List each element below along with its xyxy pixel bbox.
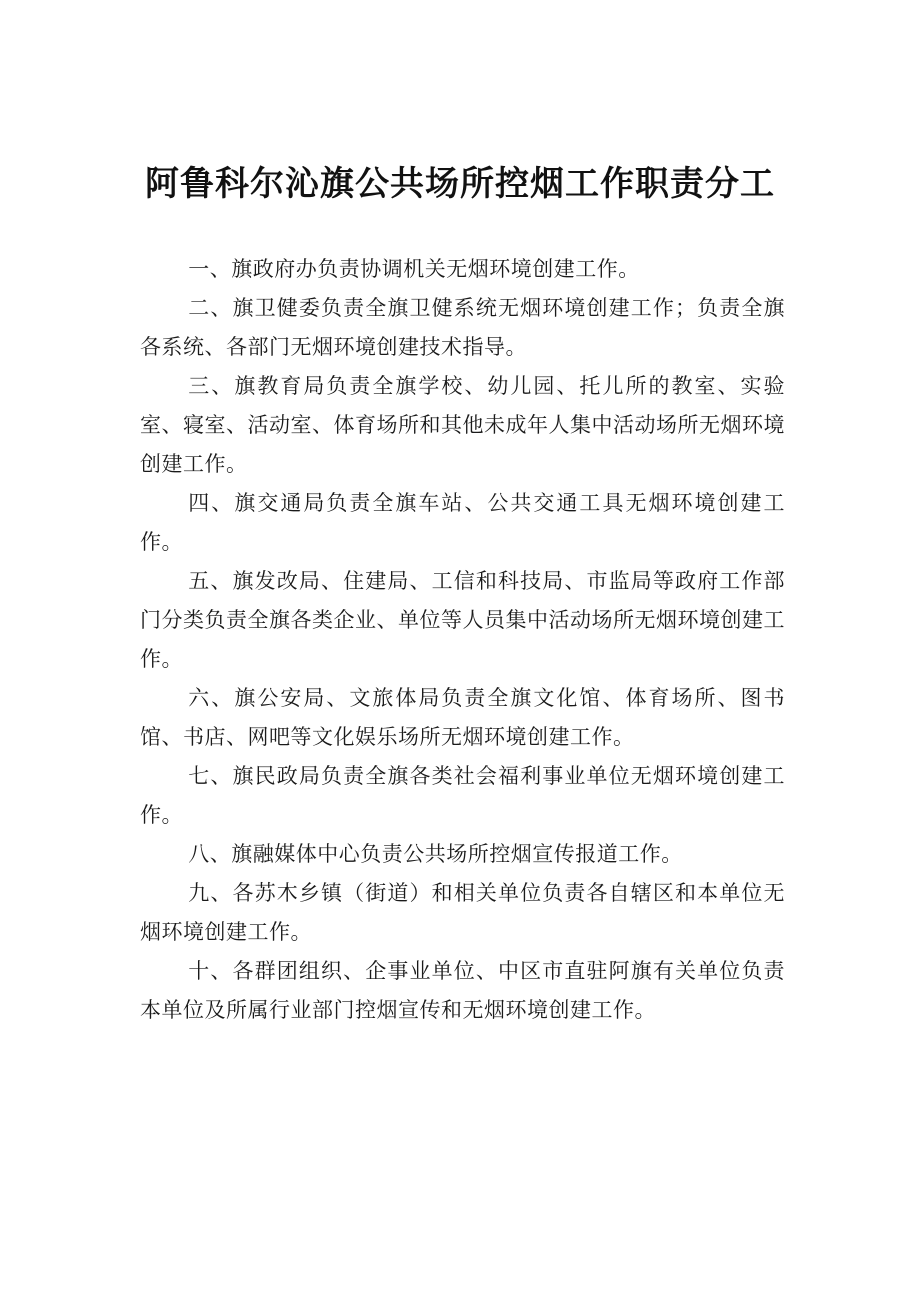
paragraph-9: 九、各苏木乡镇（街道）和相关单位负责各自辖区和本单位无烟环境创建工作。 bbox=[140, 881, 785, 944]
paragraph-1: 一、旗政府办负责协调机关无烟环境创建工作。 bbox=[188, 257, 640, 281]
document-title: 阿鲁科尔沁旗公共场所控烟工作职责分工 bbox=[145, 164, 775, 204]
paragraph-10: 十、各群团组织、企事业单位、中区市直驻阿旗有关单位负责本单位及所属行业部门控烟宣传和无烟环境创建工作。 bbox=[140, 959, 785, 1022]
paragraph-7: 七、旗民政局负责全旗各类社会福利事业单位无烟环境创建工作。 bbox=[140, 764, 785, 827]
paragraph-3: 三、旗教育局负责全旗学校、幼儿园、托儿所的教室、实验室、寝室、活动室、体育场所和其他未成年人集中活动场所无烟环境创建工作。 bbox=[140, 374, 785, 476]
paragraph-2: 二、旗卫健委负责全旗卫健系统无烟环境创建工作；负责全旗各系统、各部门无烟环境创建技术指导。 bbox=[140, 296, 785, 359]
paragraph-6: 六、旗公安局、文旅体局负责全旗文化馆、体育场所、图书馆、书店、网吧等文化娱乐场所无烟环境创建工作。 bbox=[140, 686, 785, 749]
paragraph-4: 四、旗交通局负责全旗车站、公共交通工具无烟环境创建工作。 bbox=[140, 491, 785, 554]
document-body bbox=[140, 250, 785, 1030]
paragraph-5: 五、旗发改局、住建局、工信和科技局、市监局等政府工作部门分类负责全旗各类企业、单位等人员集中活动场所无烟环境创建工作。 bbox=[140, 569, 785, 671]
paragraph-8: 八、旗融媒体中心负责公共场所控烟宣传报道工作。 bbox=[188, 842, 683, 866]
